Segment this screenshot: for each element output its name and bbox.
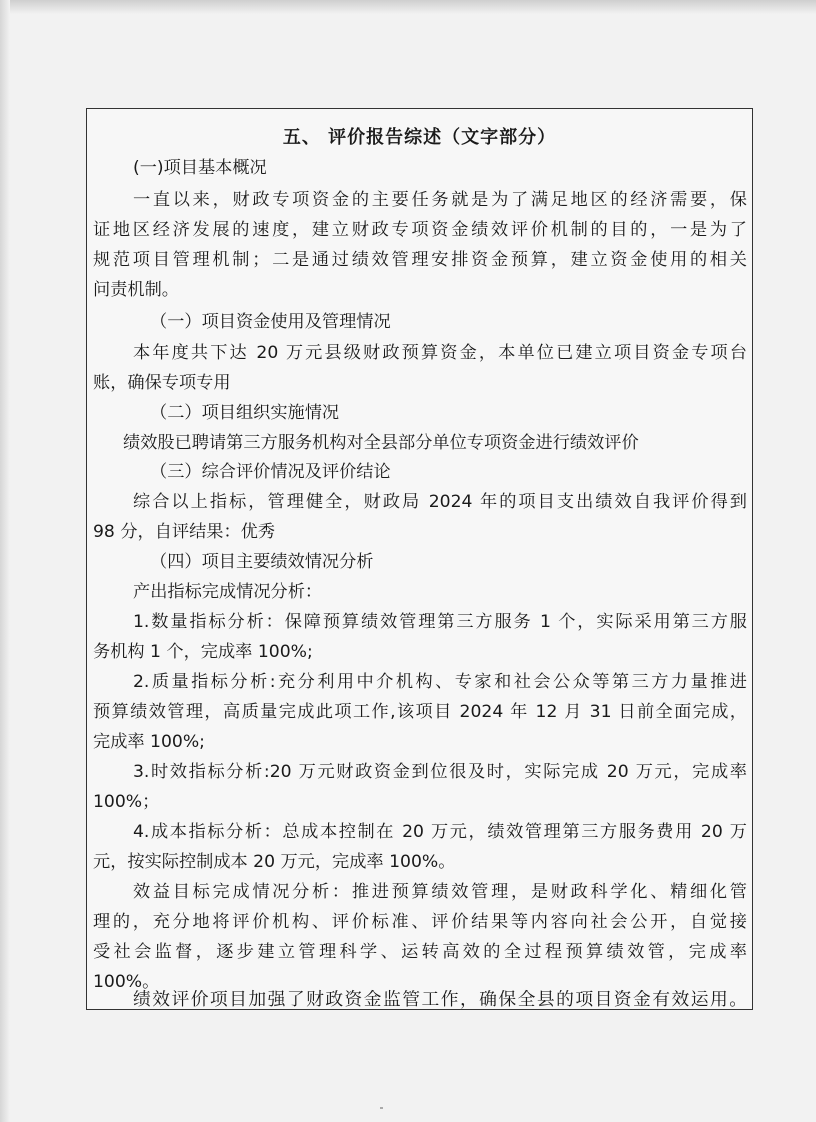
text-line: (一)项目基本概况: [133, 158, 267, 178]
text-line: 100%。: [93, 972, 160, 992]
text-line: 100%；: [93, 792, 160, 812]
text-line: 绩效股已聘请第三方服务机构对全县部分单位专项资金进行绩效评价: [123, 433, 639, 453]
text-line: （二）项目组织实施情况: [150, 403, 340, 423]
scan-speck: [380, 1107, 383, 1109]
text-line: 3.时效指标分析:20 万元财政资金到位很及时，实际完成 20 万元，完成率: [133, 762, 747, 782]
text-line: 完成率 100%;: [93, 732, 205, 752]
text-line: 1.数量指标分析：保障预算绩效管理第三方服务 1 个，实际采用第三方服: [133, 612, 747, 632]
text-line: 4.成本指标分析：总成本控制在 20 万元，绩效管理第三方服务费用 20 万: [133, 822, 747, 842]
text-line: （一）项目资金使用及管理情况: [150, 312, 391, 332]
text-line: 绩效评价项目加强了财政资金监管工作，确保全县的项目资金有效运用。: [133, 989, 747, 1010]
scan-edge-top: [0, 0, 816, 14]
text-line: 一直以来，财政专项资金的主要任务就是为了满足地区的经济需要，保: [133, 190, 747, 210]
scan-edge-left: [0, 0, 10, 1122]
text-line: 理的，充分地将评价机构、评价标准、评价结果等内容向社会公开，自觉接: [93, 912, 747, 932]
text-line: 2.质量指标分析:充分利用中介机构、专家和社会公众等第三方力量推进: [133, 672, 747, 692]
text-line: 元，按实际控制成本 20 万元，完成率 100%。: [93, 852, 456, 872]
text-line: （三）综合评价情况及评价结论: [150, 462, 391, 482]
text-line: 产出指标完成情况分析：: [133, 582, 323, 602]
section-title: 五、 评价报告综述（文字部分）: [282, 127, 557, 148]
text-line: 效益目标完成情况分析：推进预算绩效管理，是财政科学化、精细化管: [133, 882, 747, 902]
text-line: 问责机制。: [93, 280, 179, 300]
text-line: （四）项目主要绩效情况分析: [150, 552, 374, 572]
text-line: 受社会监督，逐步建立管理科学、运转高效的全过程预算绩效管，完成率: [93, 942, 747, 962]
text-line: 预算绩效管理，高质量完成此项工作,该项目 2024 年 12 月 31 日前全面完成，: [93, 702, 747, 722]
text-line: 账，确保专项专用: [93, 373, 231, 393]
text-line: 规范项目管理机制；二是通过绩效管理安排资金预算，建立资金使用的相关: [93, 250, 747, 270]
text-line: 本年度共下达 20 万元县级财政预算资金，本单位已建立项目资金专项台: [133, 343, 747, 363]
text-line: 98 分，自评结果：优秀: [93, 522, 276, 542]
report-frame: [86, 108, 753, 1010]
text-line: 务机构 1 个，完成率 100%;: [93, 642, 313, 662]
text-line: 综合以上指标，管理健全，财政局 2024 年的项目支出绩效自我评价得到: [133, 492, 747, 512]
text-line: 证地区经济发展的速度，建立财政专项资金绩效评价机制的目的，一是为了: [93, 220, 747, 240]
